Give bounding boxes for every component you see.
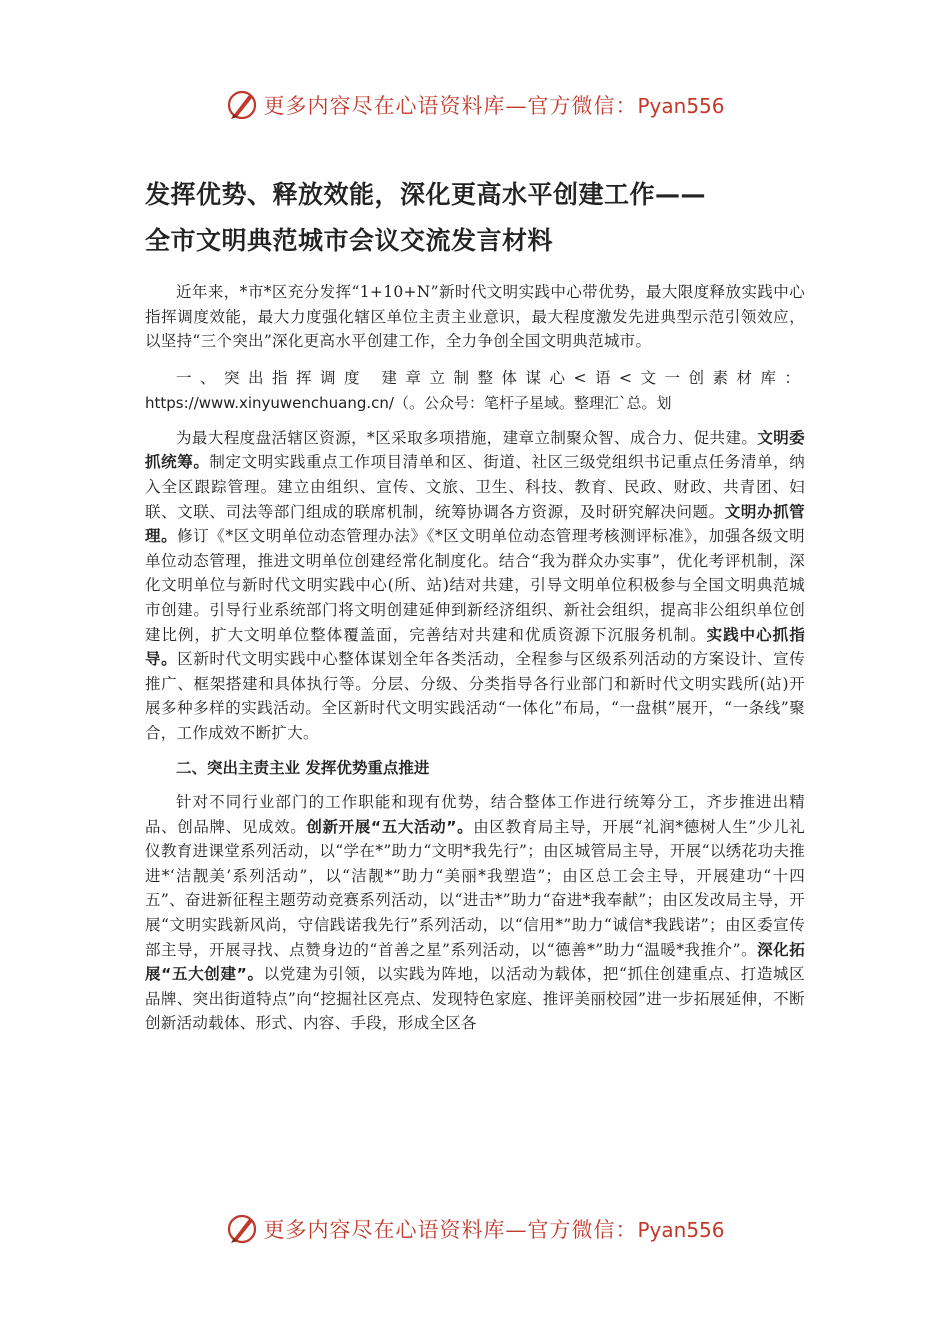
- section1-heading: [145, 366, 805, 416]
- section1-bold-3: 实践中心抓指导。: [145, 625, 805, 669]
- section2-bold-2: 深化拓展“五大创建”。: [145, 940, 805, 984]
- section1-url-line: https://www.xinyuwenchuang.cn/（。公众号：笔杆子星域。整理汇`总。划: [145, 393, 672, 412]
- banner-wechat-id: Pyan556: [637, 1218, 725, 1242]
- title-line-1: 发挥优势、释放效能，深化更高水平创建工作——: [145, 180, 707, 209]
- section2-paragraph: 针对不同行业部门的工作职能和现有优势，结合整体工作进行统筹分工，齐步推进出精品、创品牌、见成效。创新开展“五大活动”。由区教育局主导，开展“礼润*德树人生”少儿礼仪教育进课堂系列活动，以“学在*”助力“文明*我先行”；由区城管局主导，开展“以绣花功夫推进*‘洁靓美’系列活动”，以“洁靓*”助力“美丽*我塑造”；由区总工会主导，开展建功“十四五”、奋进新征程主题劳动竞赛系列活动，以“进击*”助力“奋进*我奉献”；由区发改局主导，开展“文明实践新风尚，守信践诺我先行”系列活动，以“信用*”助力“诚信*我践诺”；由区委宣传部主导，开展寻找、点赞身边的“首善之星”系列活动，以“德善*”助力“温暖*我推介”。深化拓展“五大创建”。以党建为引领，以实践为阵地，以活动为载体，把“抓住创建重点、打造城区品牌、突出街道特点”向“挖掘社区亮点、发现特色家庭、推评美丽校园”进一步拓展延伸，不断创新活动载体、形式、内容、手段，形成全区各: [145, 793, 805, 1033]
- banner-text: 更多内容尽在心语资料库—官方微信：Pyan556: [263, 94, 725, 118]
- banner-text: 更多内容尽在心语资料库—官方微信：Pyan556: [263, 1218, 725, 1242]
- pen-logo-icon: [225, 88, 259, 122]
- footer-banner: [0, 1209, 950, 1249]
- banner-wechat-id: Pyan556: [637, 94, 725, 118]
- header-banner: [0, 85, 950, 125]
- pen-logo-icon: [225, 1212, 259, 1246]
- section1-heading-text: 一、突出指挥调度 建章立制整体谋心<语<文一创素材库：: [176, 368, 805, 387]
- document-body: [145, 172, 805, 1036]
- section2-bold-1: 创新开展“五大活动”。: [306, 817, 474, 836]
- document-title: [145, 172, 805, 264]
- title-line-2: 全市文明典范城市会议交流发言材料: [145, 226, 554, 255]
- section1-bold-2: 文明办抓管理。: [145, 502, 805, 546]
- section1-paragraph: 为最大程度盘活辖区资源，*区采取多项措施，建章立制聚众智、成合力、促共建。文明委抓统筹。制定文明实践重点工作项目清单和区、街道、社区三级党组织书记重点任务清单，纳入全区跟踪管理。建立由组织、宣传、文旅、卫生、科技、教育、民政、财政、共青团、妇联、文联、司法等部门组成的联席机制，统筹协调各方资源，及时研究解决问题。文明办抓管理。修订《*区文明单位动态管理办法》《*区文明单位动态管理考核测评标准》，加强各级文明单位动态管理，推进文明单位创建经常化制度化。结合“我为群众办实事”，优化考评机制，深化文明单位与新时代文明实践中心(所、站)结对共建，引导文明单位积极参与全国文明典范城市创建。引导行业系统部门将文明创建延伸到新经济组织、新社会组织，提高非公组织单位创建比例，扩大文明单位整体覆盖面，完善结对共建和优质资源下沉服务机制。实践中心抓指导。区新时代文明实践中心整体谋划全年各类活动，全程参与区级系列活动的方案设计、宣传推广、框架搭建和具体执行等。分层、分级、分类指导各行业部门和新时代文明实践所(站)开展多种多样的实践活动。全区新时代文明实践活动“一体化”布局，“一盘棋”展开，“一条线”聚合，工作成效不断扩大。: [145, 428, 805, 742]
- section1-bold-1: 文明委抓统筹。: [145, 428, 805, 472]
- section2-heading: 二、突出主责主业 发挥优势重点推进: [176, 758, 430, 777]
- intro-paragraph: 近年来，*市*区充分发挥“1+10+N”新时代文明实践中心带优势，最大限度释放实践中心指挥调度效能，最大力度强化辖区单位主责主业意识，最大程度激发先进典型示范引领效应，以坚持“三个突出”深化更高水平创建工作，全力争创全国文明典范城市。: [145, 283, 805, 351]
